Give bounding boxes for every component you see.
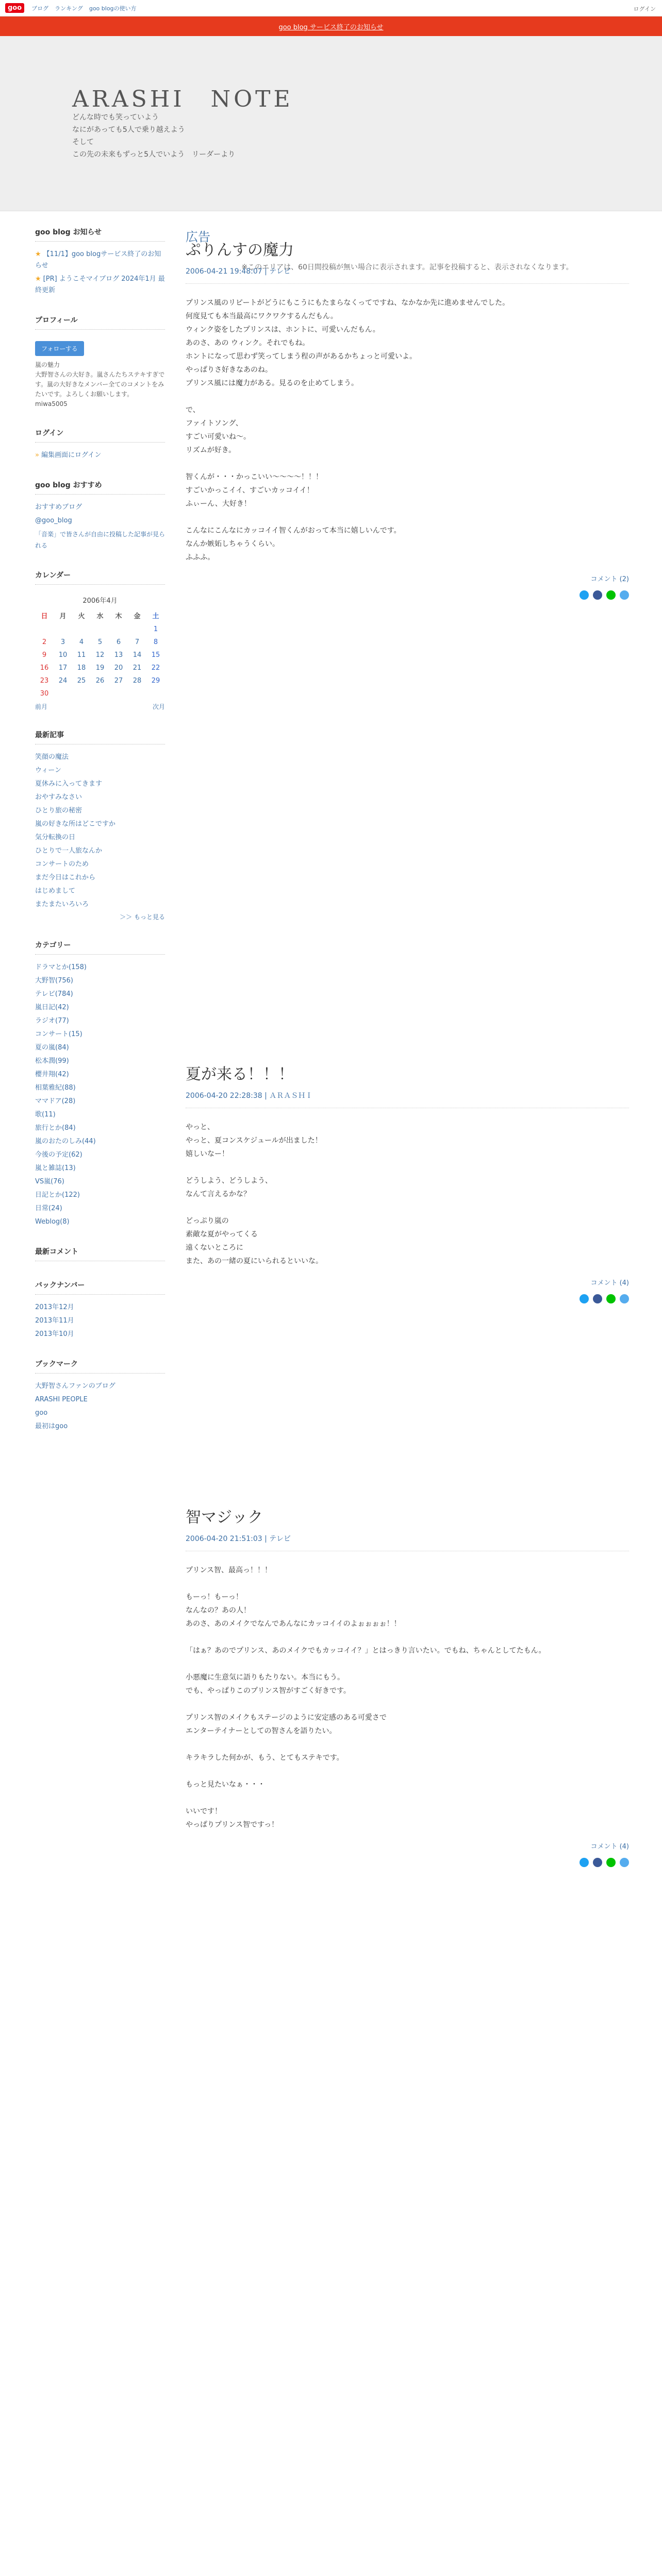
entry-title[interactable]: 智マジック	[186, 1509, 263, 1527]
profile-heading: プロフィール	[35, 315, 165, 330]
facebook-icon[interactable]	[593, 1858, 602, 1867]
calendar-weekday: 土	[152, 613, 159, 620]
notice-section	[35, 227, 165, 296]
calendar-day	[109, 623, 128, 636]
blog-title[interactable]: ARASHI NOTE	[72, 86, 293, 112]
calendar-week	[35, 649, 165, 662]
calendar-weekday: 日	[41, 613, 48, 620]
calendar-day	[146, 687, 165, 700]
calendar-day[interactable]: 20	[114, 664, 123, 672]
calendar-day[interactable]: 16	[40, 664, 49, 672]
backnumber-section	[35, 1280, 165, 1340]
calendar-day[interactable]: 17	[58, 664, 68, 672]
arrow-icon: »	[35, 451, 39, 459]
category-link[interactable]: VS嵐(76)	[35, 1178, 64, 1185]
backnumber-link[interactable]: 2013年10月	[35, 1330, 74, 1338]
calendar-prev[interactable]: 前月	[35, 703, 48, 710]
comment-section	[35, 1246, 165, 1261]
category-link[interactable]: 松本潤(99)	[35, 1057, 69, 1065]
calendar-week	[35, 662, 165, 674]
calendar-week	[35, 623, 165, 636]
follow-button[interactable]: フォローする	[35, 341, 84, 356]
calendar-days	[35, 623, 165, 700]
sidebar	[35, 227, 165, 1451]
bookmark-section	[35, 1359, 165, 1432]
calendar-day[interactable]: 2	[42, 638, 47, 646]
calendar-day[interactable]: 28	[133, 677, 142, 685]
category-link[interactable]: 櫻井翔(42)	[35, 1071, 69, 1078]
login-heading: ログイン	[35, 428, 165, 443]
calendar-day[interactable]: 6	[116, 638, 121, 646]
goo-logo[interactable]: goo	[5, 3, 24, 13]
blog-header	[0, 36, 662, 211]
category-link[interactable]: 大野智(756)	[35, 977, 73, 985]
bookmark-heading: ブックマーク	[35, 1359, 165, 1374]
calendar-day[interactable]: 27	[114, 677, 123, 685]
calendar-day	[91, 687, 109, 700]
recent-entry-link[interactable]: またまたいろいろ	[35, 901, 89, 908]
calendar-weekday: 火	[78, 613, 85, 620]
category-link[interactable]: 今後の予定(62)	[35, 1151, 82, 1159]
calendar-week	[35, 636, 165, 649]
recent-entry-link[interactable]: ひとり旅の秘密	[35, 807, 82, 815]
twitter-icon[interactable]	[580, 1858, 589, 1867]
entry-body: プリンス風のリピートがどうにもこうにもたまらなくってですね、なかなか先に進めませんでした。 何度見ても本当最高にワクワクするんだもん。 ウィンク姿をしたプリンスは、ホントに、可愛いんだもん。 あのさ、あの ウィンク。それでもね。 ホントになって思わず笑ってしまう程の声があるかちょっと可愛いよ。 やっぱりさ好きなあのね。 プリンス風には魔力がある。見るのを止めてしまう。 で、 ファイトソング、 すごい可愛いね～。 リズムが好き。 智くんが・・・かっこいい～～～～！！！ すごいかっこイイ、すごいカッコイイ！ ふぃーん、大好き！ こんなにこんなにカッコイイ智くんがおって本当に嬉しいんです。 なんか嫉妬しちゃうくらい。 ふふふ。	[186, 299, 510, 562]
share-buttons	[186, 1294, 629, 1303]
entry-comment-link[interactable]: コメント (2)	[590, 575, 629, 583]
calendar-day[interactable]: 29	[151, 677, 160, 685]
notice-item[interactable]: ★ 【11/1】goo blogサービス終了のお知らせ	[35, 250, 161, 269]
bookmark-list	[35, 1381, 165, 1432]
admin-login-link[interactable]: » 編集画面にログイン	[35, 451, 102, 459]
blog-entry	[186, 1061, 629, 1303]
category-link[interactable]: テレビ(784)	[35, 990, 73, 998]
blog-description: どんな時でも笑っていよう なにがあっても5人で乗り越えよう そして この先の未来もずっと5人でいよう リーダーより	[72, 113, 236, 159]
calendar-day[interactable]: 15	[151, 651, 160, 659]
calendar-day[interactable]: 13	[114, 651, 123, 659]
twitter-icon[interactable]	[580, 1294, 589, 1303]
service-notice-link[interactable]: goo blog サービス終了のお知らせ	[278, 23, 384, 31]
calendar-day[interactable]: 12	[95, 651, 105, 659]
category-link[interactable]: 日記とか(122)	[35, 1191, 80, 1199]
category-link[interactable]: 夏の嵐(84)	[35, 1044, 69, 1052]
calendar-day[interactable]: 10	[58, 651, 68, 659]
login-section	[35, 428, 165, 461]
calendar-day[interactable]: 25	[77, 677, 86, 685]
recent-entry-link[interactable]: 嵐の好きな所はどこですか	[35, 820, 116, 828]
category-link[interactable]: 歌(11)	[35, 1111, 56, 1118]
category-link[interactable]: ラジオ(77)	[35, 1017, 69, 1025]
recent-entry-link[interactable]: ウィーン	[35, 767, 61, 774]
category-link[interactable]: 旅行とか(84)	[35, 1124, 76, 1132]
comment-heading: 最新コメント	[35, 1246, 165, 1261]
calendar-day	[35, 623, 54, 636]
calendar-next[interactable]: 次月	[152, 703, 165, 710]
recent-more-link[interactable]: ＞＞ もっと見る	[120, 913, 165, 921]
calendar-day[interactable]: 21	[133, 664, 142, 672]
star-icon: ★	[35, 275, 41, 283]
notice-item[interactable]: ★ [PR] ようこそマイブログ 2024年1月 最終更新	[35, 275, 165, 294]
backnumber-heading: バックナンバー	[35, 1280, 165, 1295]
recommend-item[interactable]: おすすめブログ	[35, 503, 82, 511]
recent-entry-link[interactable]: おやすみなさい	[35, 793, 82, 801]
calendar-day[interactable]: 23	[40, 677, 49, 685]
entry-comment-link[interactable]: コメント (4)	[590, 1279, 629, 1287]
calendar-week	[35, 674, 165, 687]
line-icon[interactable]	[606, 590, 616, 600]
top-link-blog[interactable]: ブログ	[31, 5, 49, 12]
category-link[interactable]: コンサート(15)	[35, 1030, 82, 1038]
notice-heading: goo blog お知らせ	[35, 227, 165, 242]
recommend-section	[35, 480, 165, 551]
calendar-day[interactable]: 22	[151, 664, 160, 672]
star-icon: ★	[35, 250, 41, 258]
bookmark-link[interactable]: 最初はgoo	[35, 1422, 68, 1430]
calendar-day	[54, 623, 72, 636]
recommend-heading: goo blog おすすめ	[35, 480, 165, 495]
entry-comment-link[interactable]: コメント (4)	[590, 1843, 629, 1851]
entry-meta[interactable]: 2006-04-20 21:51:03 | テレビ	[186, 1533, 629, 1551]
calendar-weekday: 月	[59, 613, 67, 620]
category-link[interactable]: 嵐と雑誌(13)	[35, 1164, 76, 1172]
calendar-day[interactable]: 5	[97, 638, 103, 646]
category-link[interactable]: 嵐のおたのしみ(44)	[35, 1138, 96, 1145]
calendar-day[interactable]: 30	[40, 690, 49, 698]
calendar-day	[72, 623, 91, 636]
top-links	[31, 4, 136, 12]
recent-entry-link[interactable]: ひとりで一人旅なんか	[35, 847, 103, 855]
calendar-day[interactable]: 18	[77, 664, 86, 672]
ad-label: 広告	[186, 230, 210, 244]
category-link[interactable]: 嵐日記(42)	[35, 1004, 69, 1011]
calendar-day[interactable]: 8	[153, 638, 158, 646]
calendar-section	[35, 570, 165, 711]
recommend-extra[interactable]: 「音楽」で皆さんが自由に投稿した記事が見られる	[35, 531, 166, 549]
share-icon[interactable]	[620, 590, 629, 600]
facebook-icon[interactable]	[593, 1294, 602, 1303]
line-icon[interactable]	[606, 1858, 616, 1867]
category-link[interactable]: ドラマとか(158)	[35, 963, 87, 971]
recent-entry-link[interactable]: コンサートのため	[35, 860, 89, 868]
top-bar	[0, 0, 662, 16]
bookmark-link[interactable]: 大野智さんファンのブログ	[35, 1382, 115, 1390]
facebook-icon[interactable]	[593, 590, 602, 600]
recent-entry-link[interactable]: 夏休みに入ってきます	[35, 780, 103, 788]
calendar-day[interactable]: 26	[95, 677, 105, 685]
recent-heading: 最新記事	[35, 730, 165, 744]
recent-section	[35, 730, 165, 921]
share-icon[interactable]	[620, 1858, 629, 1867]
backnumber-link[interactable]: 2013年12月	[35, 1303, 74, 1311]
service-notice-banner	[0, 16, 662, 36]
line-icon[interactable]	[606, 1294, 616, 1303]
blog-entry	[186, 237, 629, 600]
share-buttons	[186, 1858, 629, 1867]
profile-text: 嵐の魅力 大野智さんの大好き。嵐さんたちステキすぎです。嵐の大好きなメンバー全てのコメントをみたいです。よろしくお願いします。 miwa5005	[35, 361, 165, 408]
calendar-day	[91, 623, 109, 636]
category-section	[35, 940, 165, 1228]
login-link[interactable]: ログイン	[633, 6, 656, 12]
backnumber-list	[35, 1302, 165, 1340]
recent-entry-link[interactable]: 笑顔の魔法	[35, 753, 69, 761]
entry-meta[interactable]: 2006-04-20 22:28:38 | ＡＲＡＳＨＩ	[186, 1090, 629, 1108]
category-heading: カテゴリー	[35, 940, 165, 955]
calendar-day	[128, 623, 146, 636]
calendar-day[interactable]: 24	[58, 677, 68, 685]
category-link[interactable]: 日常(24)	[35, 1205, 62, 1212]
recent-list	[35, 752, 165, 910]
entry-body: やっと、 やっと、夏コンスケジュールが出ました！ 嬉しいなー！ どうしよう、どうしよう、 なんて言えるかな？ どっぷり嵐の 素敵な夏がやってくる 遠くないところに また、あの一緒の夏にいられるといいな。	[186, 1123, 323, 1265]
entry-body: プリンス智、最高っ！！！ もーっ！もーっ！ なんなの？あの人！ あのさ、あのメイクでなんであんなにカッコイイのよぉぉぉぉ！！ 「はぁ？あのでプリンス、あのメイクでもカッコイイ？」とはっきり言いたい。でもね、ちゃんとしてたもん。 小悪魔に生意気に語りもたりない。本当にもう。 でも、やっぱりこのプリンス智がすごく好きです。 プリンス智のメイクもステージのように安定感のある可愛さで エンターテイナーとしての智さんを語りたい。 キラキラした何かが、もう、とてもステキです。 もっと見たいなぁ・・・ いいです！ やっぱりプリンス智ですっ！	[186, 1566, 546, 1829]
calendar-weekdays	[35, 608, 165, 623]
calendar-caption: 2006年4月	[82, 597, 118, 605]
recent-entry-link[interactable]: まだ今日はこれから	[35, 874, 96, 882]
calendar-day[interactable]: 11	[77, 651, 86, 659]
entry-title[interactable]: 夏が来る！！！	[186, 1065, 294, 1083]
profile-section	[35, 315, 165, 409]
top-link-ranking[interactable]: ランキング	[55, 5, 83, 12]
calendar-weekday: 水	[96, 613, 104, 620]
category-link[interactable]: Weblog(8)	[35, 1218, 70, 1226]
calendar-day[interactable]: 1	[153, 625, 158, 633]
calendar-weekday: 金	[134, 613, 141, 620]
calendar-day	[128, 687, 146, 700]
recommend-item[interactable]: @goo_blog	[35, 517, 72, 524]
calendar-day	[54, 687, 72, 700]
calendar-day[interactable]: 3	[60, 638, 65, 646]
category-list	[35, 962, 165, 1228]
bookmark-link[interactable]: ARASHI PEOPLE	[35, 1396, 88, 1403]
backnumber-link[interactable]: 2013年11月	[35, 1317, 74, 1325]
calendar-day[interactable]: 7	[135, 638, 140, 646]
recent-entry-link[interactable]: 気分転換の日	[35, 834, 76, 841]
calendar-weekday: 木	[115, 613, 122, 620]
calendar-week	[35, 687, 165, 700]
calendar-day	[72, 687, 91, 700]
calendar-day[interactable]: 14	[133, 651, 142, 659]
top-link-howto[interactable]: goo blogの使い方	[89, 5, 137, 12]
category-link[interactable]: 相葉雅紀(88)	[35, 1084, 76, 1092]
entry-title[interactable]: ぷりんすの魔力	[186, 241, 294, 259]
calendar-day	[109, 687, 128, 700]
ad-notice-text: ※このエリアは、60日間投稿が無い場合に表示されます。記事を投稿すると、表示されなくなります。	[241, 263, 573, 272]
entry-meta[interactable]: 2006-04-21 19:48:07 | テレビ	[186, 266, 629, 284]
calendar-nav	[35, 702, 165, 711]
bookmark-link[interactable]: goo	[35, 1409, 48, 1417]
share-buttons	[186, 590, 629, 600]
category-link[interactable]: ママドア(28)	[35, 1097, 76, 1105]
blog-entry	[186, 1504, 629, 1867]
twitter-icon[interactable]	[580, 590, 589, 600]
calendar	[35, 592, 165, 700]
calendar-day[interactable]: 19	[95, 664, 105, 672]
calendar-day[interactable]: 9	[42, 651, 47, 659]
calendar-heading: カレンダー	[35, 570, 165, 585]
share-icon[interactable]	[620, 1294, 629, 1303]
calendar-day[interactable]: 4	[79, 638, 84, 646]
recent-entry-link[interactable]: はじめまして	[35, 887, 76, 895]
